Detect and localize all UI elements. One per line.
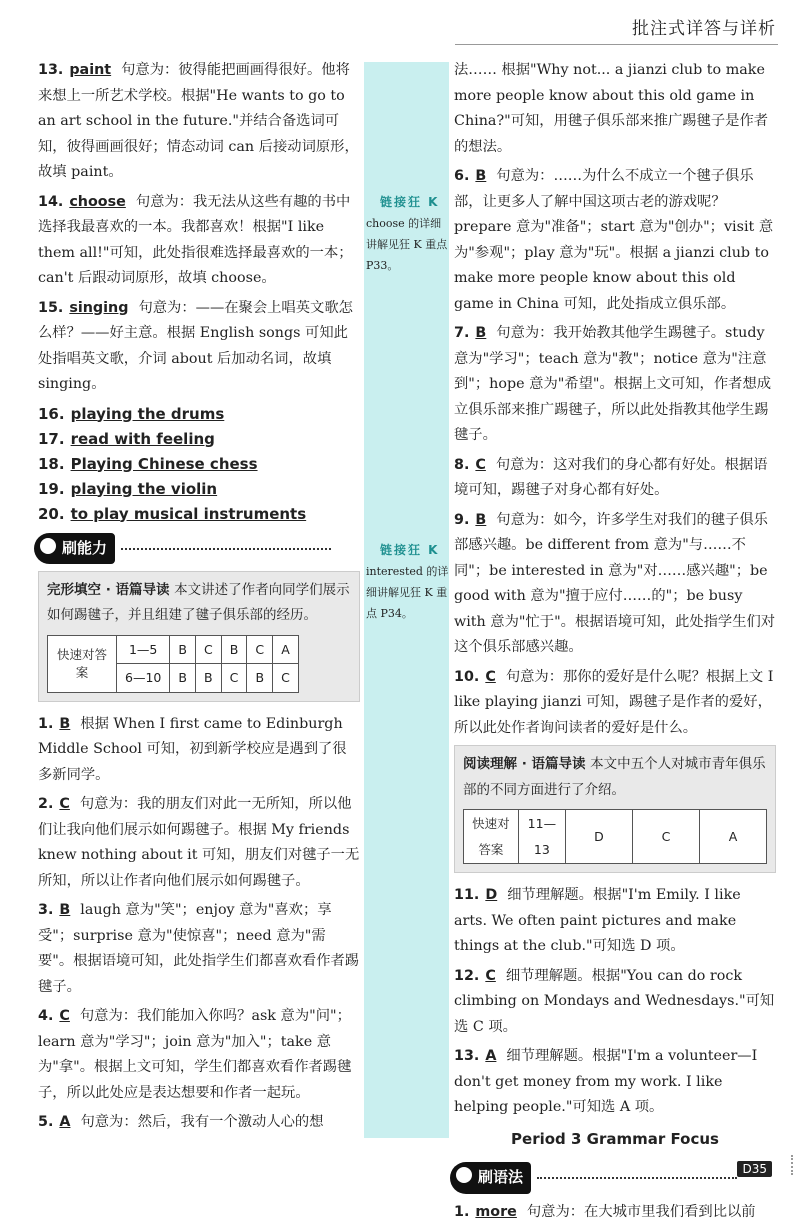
- answer: Playing Chinese chess: [70, 454, 258, 473]
- answer: paint: [69, 62, 112, 78]
- answer: singing: [69, 299, 129, 316]
- question-number: 19.: [38, 479, 65, 498]
- question-number: 1.: [38, 715, 54, 732]
- section-badge: [34, 533, 115, 565]
- answer: to play musical instruments: [70, 504, 307, 523]
- answer: B: [475, 511, 487, 528]
- page-number: D35: [737, 1161, 772, 1177]
- answer: playing the drums: [70, 404, 225, 423]
- answer: C: [485, 967, 496, 984]
- question-6: [454, 164, 776, 317]
- answer: B: [475, 168, 487, 184]
- section-heading-ability: [34, 533, 360, 565]
- dotted-rule: [121, 548, 331, 550]
- question-number: 16.: [38, 404, 65, 423]
- link-tag: 链接狂 K: [380, 543, 440, 557]
- question-number: 12.: [454, 967, 480, 984]
- question-1: [38, 712, 360, 789]
- answer: B: [475, 325, 487, 341]
- question-number: 6.: [454, 168, 470, 184]
- question-4: [38, 1004, 360, 1106]
- side-note-interested: [366, 540, 450, 624]
- question-number: 13.: [38, 62, 64, 78]
- table-cell: 1—5: [117, 635, 170, 664]
- question-number: 20.: [38, 504, 65, 523]
- explanation: 根据 When I first came to Edinburgh Middle School 可知，初到新学校应是遇到了很多新同学。: [38, 715, 347, 783]
- explanation: 法…… 根据"Why not... a jianzi club to make more people know about this old game in China?"可知，用毽子俱乐部来推广踢毽子是作者的想法。: [454, 62, 769, 155]
- question-number: 18.: [38, 454, 65, 473]
- explanation: 句意为：我无法从这些有趣的书中选择我最喜欢的一本。我都喜欢！根据"I like them all!"可知，此处指很难选择最喜欢的一本；can't 后跟动词原形，故填 choose。: [38, 193, 353, 286]
- question-number: 1.: [454, 1204, 470, 1220]
- question-number: 10.: [454, 668, 480, 685]
- table-cell: C: [273, 664, 299, 693]
- answer: C: [59, 1008, 70, 1024]
- quick-answer-table: [47, 635, 299, 693]
- side-note-text: interested 的详细讲解见狂 K 重点 P34。: [366, 565, 449, 620]
- answer: C: [475, 456, 486, 473]
- quick-answer-label: 快速对答案: [48, 635, 117, 692]
- answer: C: [485, 668, 496, 685]
- explanation: 细节理解题。根据"You can do rock climbing on Mondays and Wednesdays."可知选 C 项。: [454, 967, 775, 1035]
- link-tag: 链接狂 K: [380, 195, 440, 209]
- page-header-title: 批注式详答与详析: [632, 19, 776, 39]
- answer-20: [38, 502, 360, 527]
- explanation: 句意为：——在聚会上唱英文歌怎么样？——好主意。根据 English songs 可知此处指唱英文歌，介词 about 后加动名词，故填 singing。: [38, 299, 353, 392]
- table-cell: B: [247, 664, 273, 693]
- answer: more: [475, 1204, 517, 1220]
- question-number: 3.: [38, 902, 54, 918]
- answer: B: [59, 902, 71, 918]
- answer: read with feeling: [70, 429, 215, 448]
- explanation: laugh 意为"笑"；enjoy 意为"喜欢；享受"；surprise 意为"使惊喜"；need 意为"需要"。根据语境可知，此处指学生们都喜欢看作者踢毽子。: [38, 902, 360, 995]
- dotted-rule: [537, 1177, 737, 1179]
- question-number: 4.: [38, 1008, 54, 1024]
- question-8: [454, 453, 776, 504]
- table-cell: 6—10: [117, 664, 170, 693]
- explanation: 句意为：我开始教其他学生踢毽子。study 意为"学习"；teach 意为"教"；notice 意为"注意到"；hope 意为"希望"。根据上文可知，作者想成立俱乐部来推广踢毽子，所以此处指教其他学生踢毽子。: [454, 325, 772, 443]
- explanation: 句意为：……为什么不成立一个毽子俱乐部，让更多人了解中国这项古老的游戏呢？prepare 意为"准备"；start 意为"创办"；visit 意为"参观"；play 意为"玩"。根据 a jianzi club to make more people know about this old game in China 可知，此处指成立俱乐部。: [454, 168, 774, 312]
- question-9: [454, 508, 776, 661]
- box-description: 本文中五个人对城市青年俱乐部的不同方面进行了介绍。: [463, 756, 766, 798]
- answer: choose: [69, 193, 126, 210]
- left-column: [38, 58, 360, 1140]
- answer-16: [38, 402, 360, 427]
- question-14: [38, 190, 360, 292]
- question-5-continued: [454, 58, 776, 160]
- question-number: 15.: [38, 299, 64, 316]
- section-label: 刷能力: [62, 538, 108, 557]
- period-heading: Period 3 Grammar Focus: [511, 1129, 719, 1148]
- table-cell: B: [170, 635, 196, 664]
- box-title: 完形填空 · 语篇导读: [47, 581, 170, 598]
- explanation: 句意为：在大城市里我们看到比以前: [526, 1204, 756, 1220]
- answer-18: [38, 452, 360, 477]
- answer: A: [485, 1048, 497, 1064]
- table-cell: A: [700, 810, 767, 864]
- section-label: 刷语法: [478, 1168, 524, 1186]
- explanation: 细节理解题。根据"I'm a volunteer—I don't get money from my work. I like helping people."可知选 A 项。: [454, 1048, 758, 1115]
- question-3: [38, 898, 360, 1000]
- pen-icon: [456, 1167, 472, 1183]
- section-heading-grammar: [450, 1162, 776, 1194]
- explanation: 句意为：彼得能把画画得很好。他将来想上一所艺术学校。根据"He wants to go to an art school in the future."并结合备选词可知，彼得画画很好；情态动词 can 后接动词原形，故填 paint。: [38, 62, 359, 180]
- corner-dots: [791, 1155, 794, 1175]
- answer: D: [485, 887, 498, 903]
- header-divider: [455, 44, 778, 45]
- question-number: 13.: [454, 1048, 480, 1064]
- table-cell: A: [273, 635, 299, 664]
- answer-17: [38, 427, 360, 452]
- question-number: 9.: [454, 511, 470, 528]
- question-number: 7.: [454, 325, 470, 341]
- question-15: [38, 296, 360, 398]
- question-number: 14.: [38, 193, 64, 210]
- table-cell: D: [566, 810, 633, 864]
- table-cell: C: [633, 810, 700, 864]
- side-note-choose: [366, 192, 450, 276]
- answer: B: [59, 715, 71, 732]
- table-cell: C: [247, 635, 273, 664]
- question-2: [38, 792, 360, 894]
- question-13-reading: [454, 1044, 776, 1121]
- quick-answer-table: [463, 809, 767, 864]
- question-10: [454, 665, 776, 742]
- pen-icon: [40, 538, 56, 554]
- question-11: [454, 883, 776, 960]
- explanation: 句意为：我的朋友们对此一无所知，所以他们让我向他们展示如何踢毽子。根据 My friends knew nothing about it 可知，朋友们对毽子一无所知，所以让作者向他们展示如何踢毽子。: [38, 796, 360, 889]
- table-cell: B: [170, 664, 196, 693]
- side-note-text: choose 的详细讲解见狂 K 重点 P33。: [366, 217, 448, 272]
- explanation: 句意为：然后，我有一个激动人心的想: [80, 1114, 324, 1130]
- question-number: 2.: [38, 796, 54, 812]
- table-cell: 11—13: [518, 810, 565, 864]
- answer: C: [59, 796, 70, 812]
- table-cell: B: [195, 664, 221, 693]
- table-cell: C: [221, 664, 247, 693]
- explanation: 句意为：那你的爱好是什么呢？根据上文 I like playing jianzi 可知，踢毽子是作者的爱好，所以此处作者询问读者的爱好是什么。: [454, 668, 774, 736]
- question-13: [38, 58, 360, 186]
- box-title: 阅读理解 · 语篇导读: [463, 756, 586, 772]
- question-5: [38, 1110, 360, 1136]
- question-number: 17.: [38, 429, 65, 448]
- question-12: [454, 964, 776, 1041]
- grammar-question-1: [454, 1200, 776, 1226]
- table-cell: C: [195, 635, 221, 664]
- reading-guide-box: [454, 745, 776, 873]
- question-7: [454, 321, 776, 449]
- right-column: [454, 58, 776, 1230]
- answer: playing the violin: [70, 479, 218, 498]
- box-description: 本文讲述了作者向同学们展示如何踢毽子，并且组建了毽子俱乐部的经历。: [47, 581, 350, 623]
- explanation: 句意为：我们能加入你吗？ask 意为"问"；learn 意为"学习"；join 意为"加入"；take 意为"拿"。根据上文可知，学生们都喜欢看作者踢毽子，所以此处应是表达想要和作者一起玩。: [38, 1008, 352, 1101]
- question-number: 8.: [454, 456, 470, 473]
- question-number: 5.: [38, 1114, 54, 1130]
- table-cell: B: [221, 635, 247, 664]
- explanation: 细节理解题。根据"I'm Emily. I like arts. We often paint pictures and make things at the club."可知选 D 项。: [454, 887, 741, 954]
- explanation: 句意为：如今，许多学生对我们的毽子俱乐部感兴趣。be different from 意为"与……不同"；be interested in 意为"对……感兴趣"；be good with 意为"擅于应付……的"；be busy with 意为"忙于"。根据语境可知，此处指学生们对这个俱乐部感兴趣。: [454, 511, 776, 655]
- explanation: 句意为：这对我们的身心都有好处。根据语境可知，踢毽子对身心都有好处。: [454, 456, 768, 498]
- question-number: 11.: [454, 887, 480, 903]
- answer-19: [38, 477, 360, 502]
- cloze-guide-box: [38, 571, 360, 702]
- quick-answer-label: 快速对答案: [464, 810, 519, 864]
- answer: A: [59, 1114, 71, 1130]
